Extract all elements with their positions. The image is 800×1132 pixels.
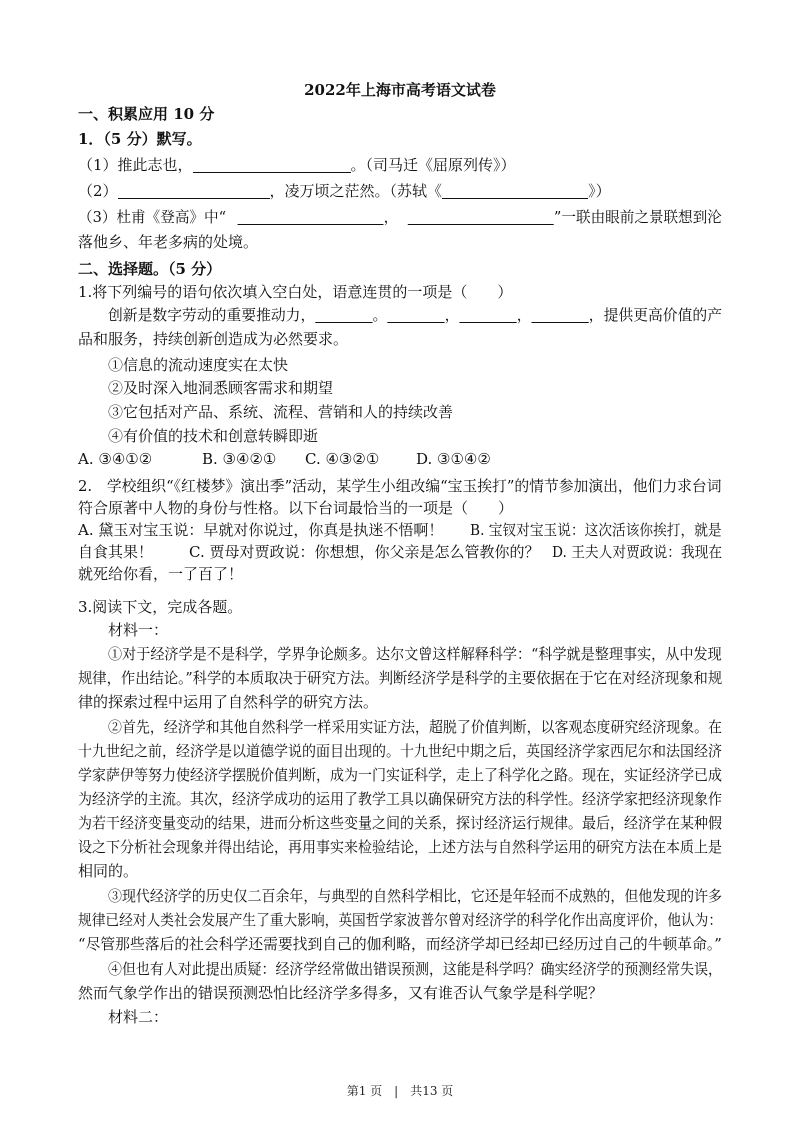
question-2-option-b[interactable]: B. ③④②① [202, 450, 277, 468]
question-2-passage-line-1 [108, 304, 722, 326]
paragraph-line: 为经济学的主流。其次，经济学成功的运用了教学工具以确保研究方法的科学性。经济学家把经济现象作 [78, 790, 722, 808]
q1-1-suffix: 。（司马迁《屈原列传》） [350, 156, 516, 174]
answer-blank[interactable] [193, 156, 351, 173]
q1-2-prefix: （2） [78, 182, 118, 200]
question-1-line-2 [78, 180, 611, 202]
answer-blank[interactable] [387, 306, 444, 323]
question-3-stem-line-1: 2. 学校组织“《红楼梦》演出季”活动，某学生小组改编“宝玉挨打”的情节参加演出，他们力求台词 [78, 477, 722, 495]
q2-text-b: ，提供更高价值的产 [588, 306, 723, 324]
question-1-line-3 [78, 206, 722, 228]
q1-3-suffix: ”一联由眼前之景联想到沦 [553, 208, 722, 226]
paragraph-line: ③现代经济学的历史仅二百余年，与典型的自然科学相比，它还是年轻而不成熟的，但他发现的许多 [108, 887, 723, 905]
q2-separator: ， [444, 306, 460, 324]
answer-blank[interactable] [532, 306, 589, 323]
question-3-option-c[interactable]: C. 贾母对贾政说：你想想，你父亲是怎么管教你的？ [189, 543, 540, 561]
q1-2-suffix: 》） [588, 182, 611, 200]
q2-separator: 。 [372, 306, 388, 324]
paragraph-line: ②首先，经济学和其他自然科学一样采用实证方法，超脱了价值判断，以客观态度研究经济现象。在 [108, 718, 723, 736]
question-3-option-a[interactable]: A. 黛玉对宝玉说：早就对你说过，你真是执迷不悟啊！ [78, 521, 444, 539]
paragraph-line: 律的探索过程中运用了自然科学的研究方法。 [78, 693, 379, 711]
q1-3-comma: ， [383, 208, 399, 226]
answer-blank[interactable] [442, 182, 588, 199]
q2-separator: ， [516, 306, 532, 324]
page-footer: 第1 页 | 共13 页 [346, 1084, 454, 1098]
question-1-line-1 [78, 154, 516, 176]
q1-3-prefix: （3）杜甫《登高》中“ [78, 208, 227, 226]
answer-blank[interactable] [408, 208, 554, 225]
question-3-option-b-cont: 自食其果！ [78, 543, 154, 561]
question-2-stem: 1.将下列编号的语句依次填入空白处，语意连贯的一项是（ ） [78, 283, 513, 301]
question-1-line-4: 落他乡、年老多病的处境。 [78, 233, 259, 251]
answer-blank[interactable] [238, 208, 384, 225]
q2-text-a: 创新是数字劳动的重要推动力， [108, 306, 316, 324]
paragraph-line: ④但也有人对此提出质疑：经济学经常做出错误预测，这能是科学吗？确实经济学的预测经常失误， [108, 960, 723, 978]
paragraph-line: 设之下分析社会现象并得出结论，再用事实来检验结论，上述方法与自然科学运用的研究方法在本质上是 [78, 838, 722, 856]
question-3-option-b[interactable]: B. 宝钗对宝玉说：这次活该你挨打，就是 [470, 521, 722, 539]
paragraph-line: ①对于经济学是不是科学，学界争论颇多。达尔文曾这样解释科学：“科学就是整理事实，从中发现 [108, 645, 722, 663]
paragraph-line: 十九世纪之前，经济学是以道德学说的面目出现的。十九世纪中期之后，英国经济学家西尼尔和法国经济 [78, 742, 722, 760]
answer-blank[interactable] [118, 182, 270, 199]
q1-1-prefix: （1）推此志也， [78, 156, 193, 174]
question-4-stem: 3.阅读下文，完成各题。 [78, 598, 243, 616]
question-1-heading: 1．（5 分）默写。 [78, 130, 202, 148]
paragraph-line: “尽管那些落后的社会科学还需要找到自己的伽利略，而经济学却已经却已经历过自己的牛顿革命。” [78, 935, 722, 953]
question-2-option-a[interactable]: A. ③④①② [78, 450, 153, 468]
section-2-heading: 二、选择题。（5 分） [78, 260, 222, 278]
q1-2-middle: ，凌万顷之茫然。（苏轼《 [269, 182, 443, 200]
paragraph-line: 学家萨伊等努力使经济学摆脱价值判断，成为一门实证科学，走上了科学化之路。现在，实证经济学已成 [78, 766, 722, 784]
question-3-option-d[interactable]: D. 王夫人对贾政说：我现在 [552, 543, 723, 561]
paragraph-line: 规律，作出结论。”科学的本质取决于研究方法。判断经济学是科学的主要依据在于它在对经济现象和规 [78, 669, 723, 687]
question-2-item: ③它包括对产品、系统、流程、营销和人的持续改善 [108, 403, 454, 421]
paragraph-line: 然而气象学作出的错误预测恐怕比经济学多得多，又有谁否认气象学是科学呢？ [78, 984, 604, 1002]
page-title: 2022年上海市高考语文试卷 [304, 81, 496, 99]
question-2-option-c[interactable]: C. ④③②① [305, 450, 380, 468]
question-3-option-d-cont: 就死给你看，一了百了！ [78, 565, 244, 583]
paragraph-line: 为若干经济变量变动的结果，进而分析这些变量之间的关系，探讨经济运行规律。最后，经济学在某种假 [78, 814, 722, 832]
material-2-label: 材料二： [108, 1008, 169, 1026]
material-1-label: 材料一： [108, 621, 169, 639]
question-2-item: ②及时深入地洞悉顾客需求和期望 [108, 379, 334, 397]
paragraph-line: 规律已经对人类社会发展产生了重大影响，英国哲学家波普尔曾对经济学的科学化作出高度评价，他认为： [78, 911, 723, 929]
section-1-heading: 一、积累应用 10 分 [78, 105, 215, 123]
question-2-passage-line-2: 品和服务，持续创新创造成为必然要求。 [78, 330, 349, 348]
question-2-item: ①信息的流动速度实在太快 [108, 356, 289, 374]
answer-blank[interactable] [315, 306, 372, 323]
question-2-item: ④有价值的技术和创意转瞬即逝 [108, 427, 319, 445]
answer-blank[interactable] [459, 306, 516, 323]
question-3-stem-line-2: 符合原著中人物的身份与性格。以下台词最恰当的一项是（ ） [78, 499, 514, 517]
question-2-option-d[interactable]: D. ③①④② [416, 450, 491, 468]
paragraph-line: 相同的。 [78, 862, 139, 880]
